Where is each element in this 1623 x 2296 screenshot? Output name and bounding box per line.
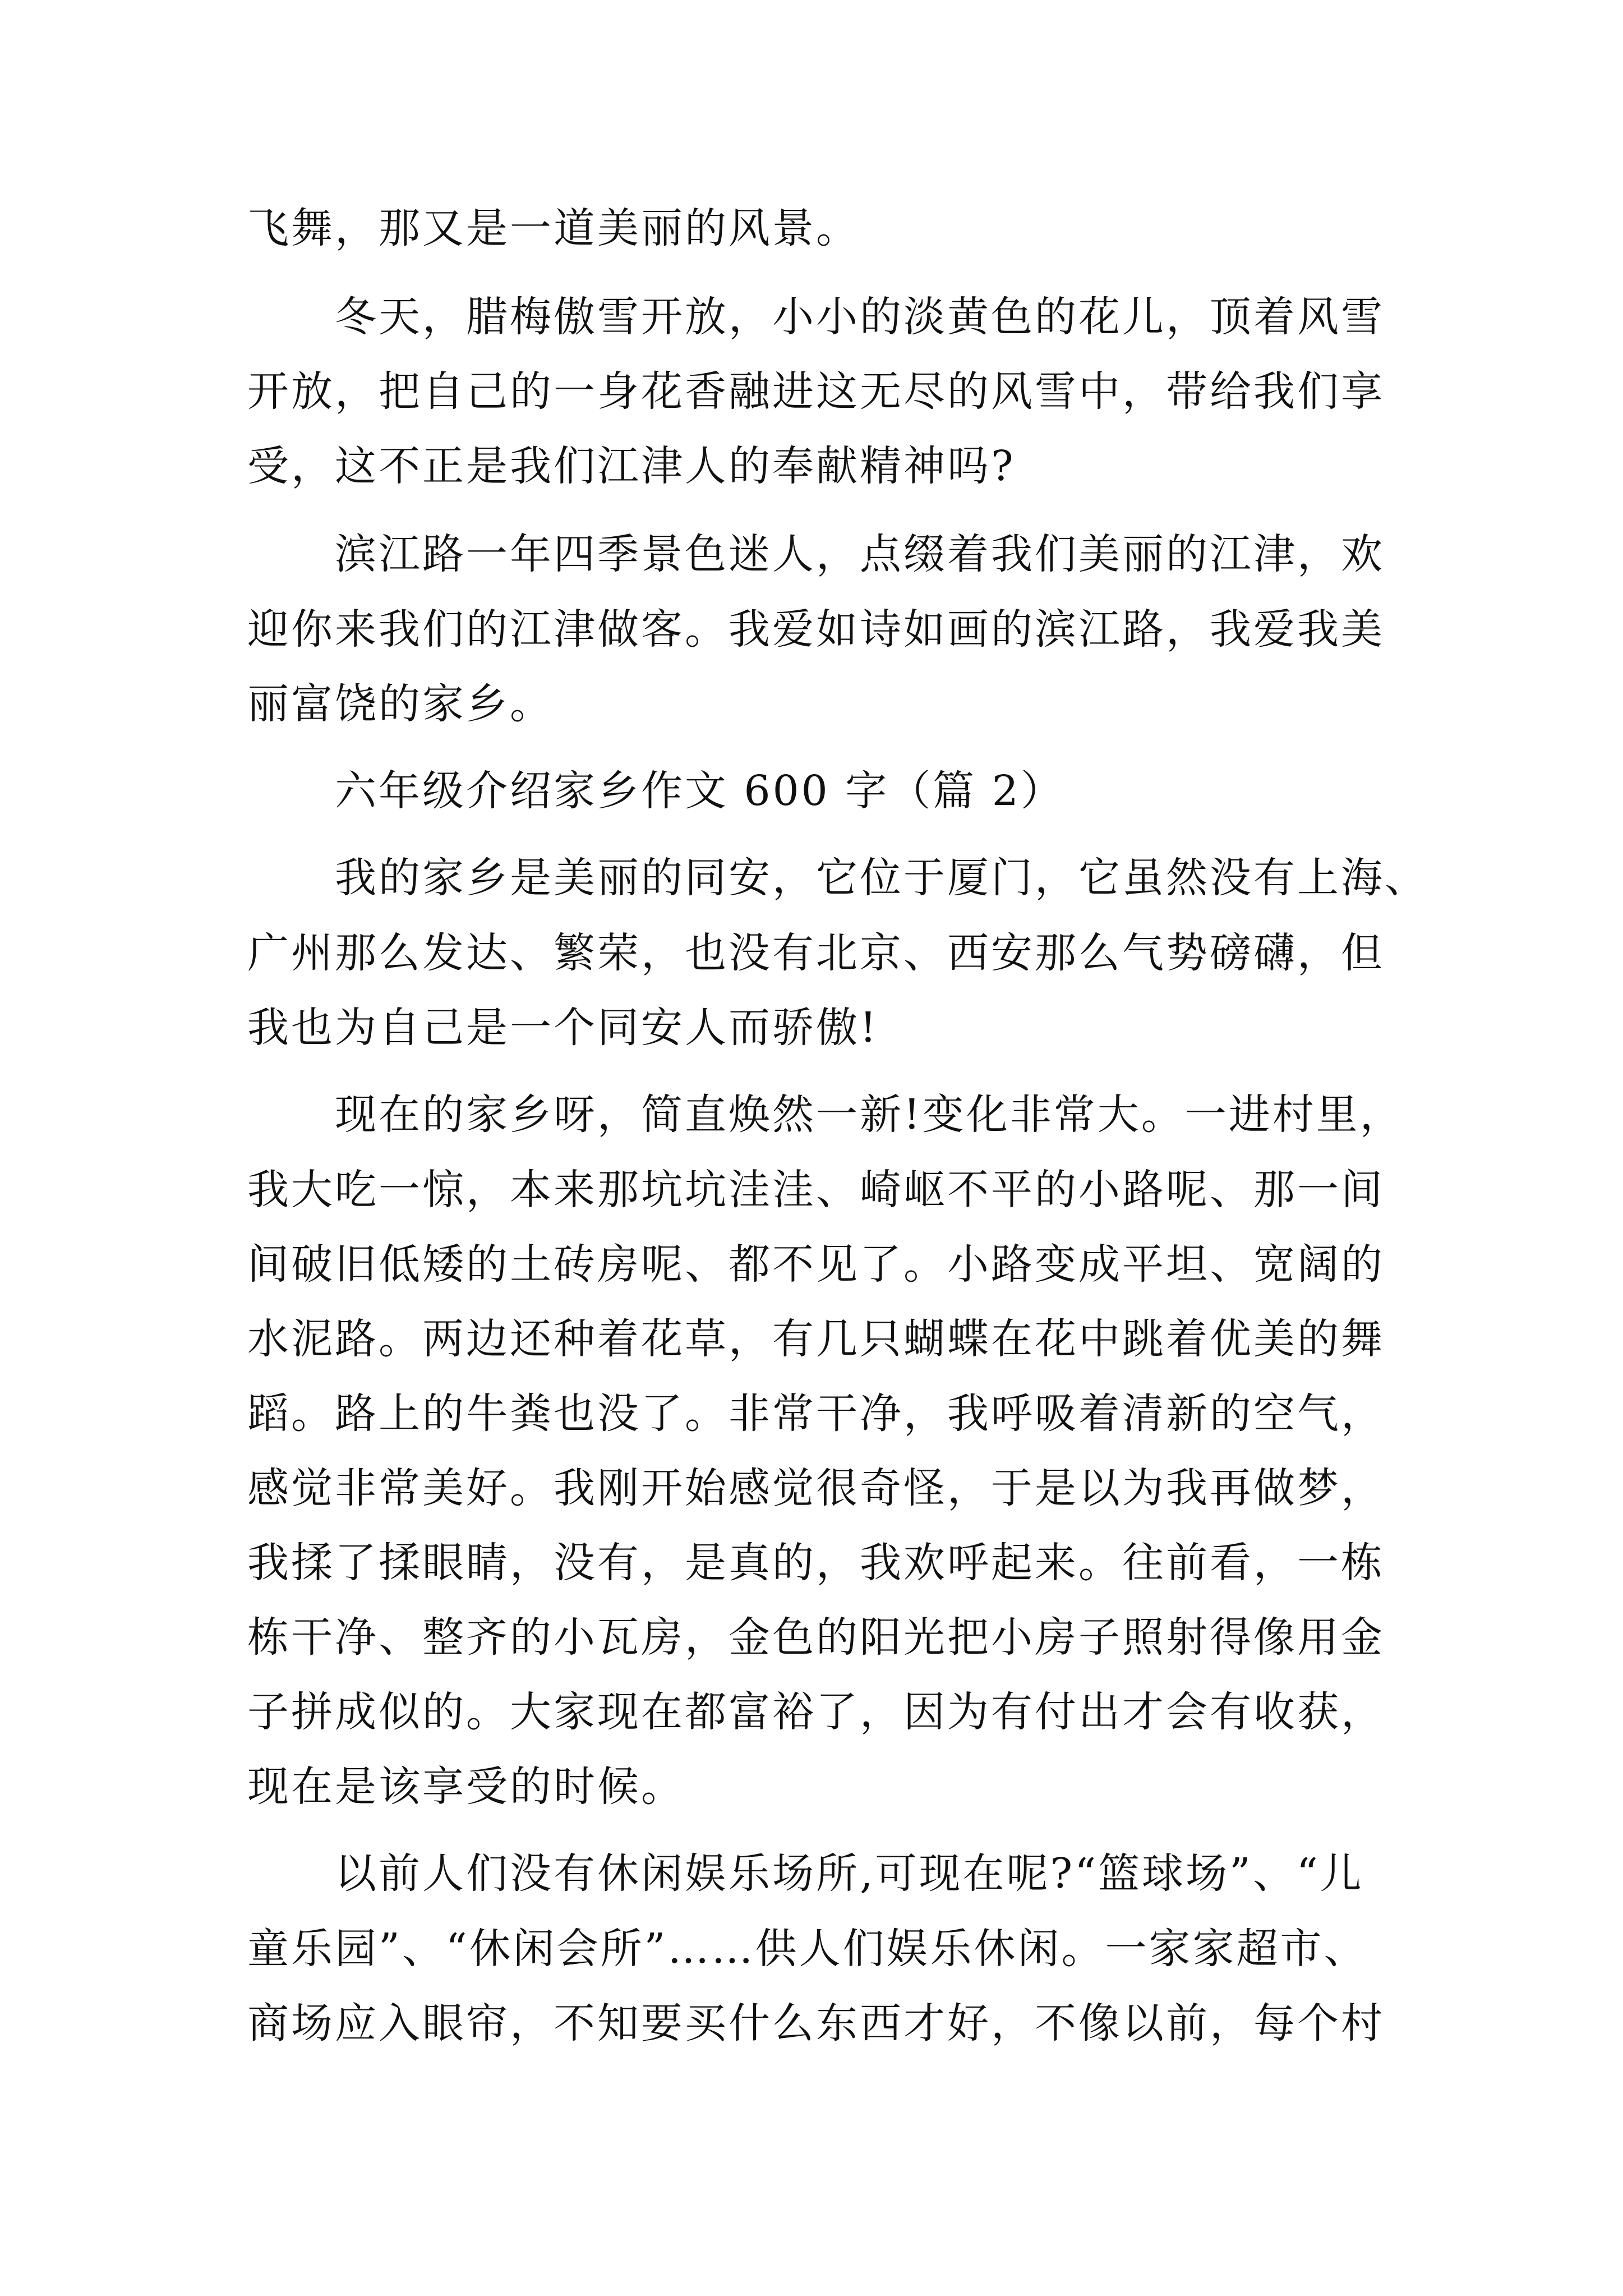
text-line: 童乐园”、“休闲会所”……供人们娱乐休闲。一家家超市、 bbox=[247, 1925, 1368, 1973]
section-heading: 六年级介绍家乡作文 600 字（篇 2） bbox=[335, 767, 1064, 815]
text-line: 我大吃一惊，本来那坑坑洼洼、崎岖不平的小路呢、那一间 bbox=[247, 1166, 1385, 1214]
text-line: 现在是该享受的时候。 bbox=[247, 1763, 685, 1811]
text-line: 我揉了揉眼睛，没有，是真的，我欢呼起来。往前看，一栋 bbox=[247, 1539, 1385, 1587]
text-line: 我的家乡是美丽的同安，它位于厦门，它虽然没有上海、 bbox=[335, 854, 1428, 902]
text-line: 丽富饶的家乡。 bbox=[247, 680, 554, 728]
text-line: 飞舞，那又是一道美丽的风景。 bbox=[247, 204, 860, 252]
text-line: 现在的家乡呀，简直焕然一新!变化非常大。一进村里， bbox=[335, 1091, 1404, 1139]
text-line: 商场应入眼帘，不知要买什么东西才好，不像以前，每个村 bbox=[247, 1999, 1385, 2047]
text-line: 滨江路一年四季景色迷人，点缀着我们美丽的江津，欢 bbox=[335, 530, 1385, 578]
text-line: 迎你来我们的江津做客。我爱如诗如画的滨江路，我爱我美 bbox=[247, 605, 1385, 654]
text-line: 开放，把自己的一身花香融进这无尽的风雪中，带给我们享 bbox=[247, 367, 1385, 416]
text-line: 子拼成似的。大家现在都富裕了，因为有付出才会有收获， bbox=[247, 1688, 1385, 1736]
text-line: 受，这不正是我们江津人的奉献精神吗? bbox=[247, 442, 1016, 490]
text-line: 水泥路。两边还种着花草，有几只蝴蝶在花中跳着优美的舞 bbox=[247, 1315, 1385, 1363]
text-line: 我也为自己是一个同安人而骄傲! bbox=[247, 1004, 879, 1052]
text-line: 栋干净、整齐的小瓦房，金色的阳光把小房子照射得像用金 bbox=[247, 1613, 1385, 1662]
text-line: 感觉非常美好。我刚开始感觉很奇怪，于是以为我再做梦， bbox=[247, 1464, 1385, 1512]
text-line: 广州那么发达、繁荣，也没有北京、西安那么气势磅礴，但 bbox=[247, 929, 1385, 977]
text-line: 蹈。路上的牛粪也没了。非常干净，我呼吸着清新的空气， bbox=[247, 1389, 1385, 1438]
text-line: 间破旧低矮的土砖房呢、都不见了。小路变成平坦、宽阔的 bbox=[247, 1240, 1385, 1289]
text-line: 以前人们没有休闲娱乐场所,可现在呢?“篮球场”、“儿 bbox=[335, 1849, 1364, 1898]
text-line: 冬天，腊梅傲雪开放，小小的淡黄色的花儿，顶着风雪 bbox=[335, 293, 1385, 341]
